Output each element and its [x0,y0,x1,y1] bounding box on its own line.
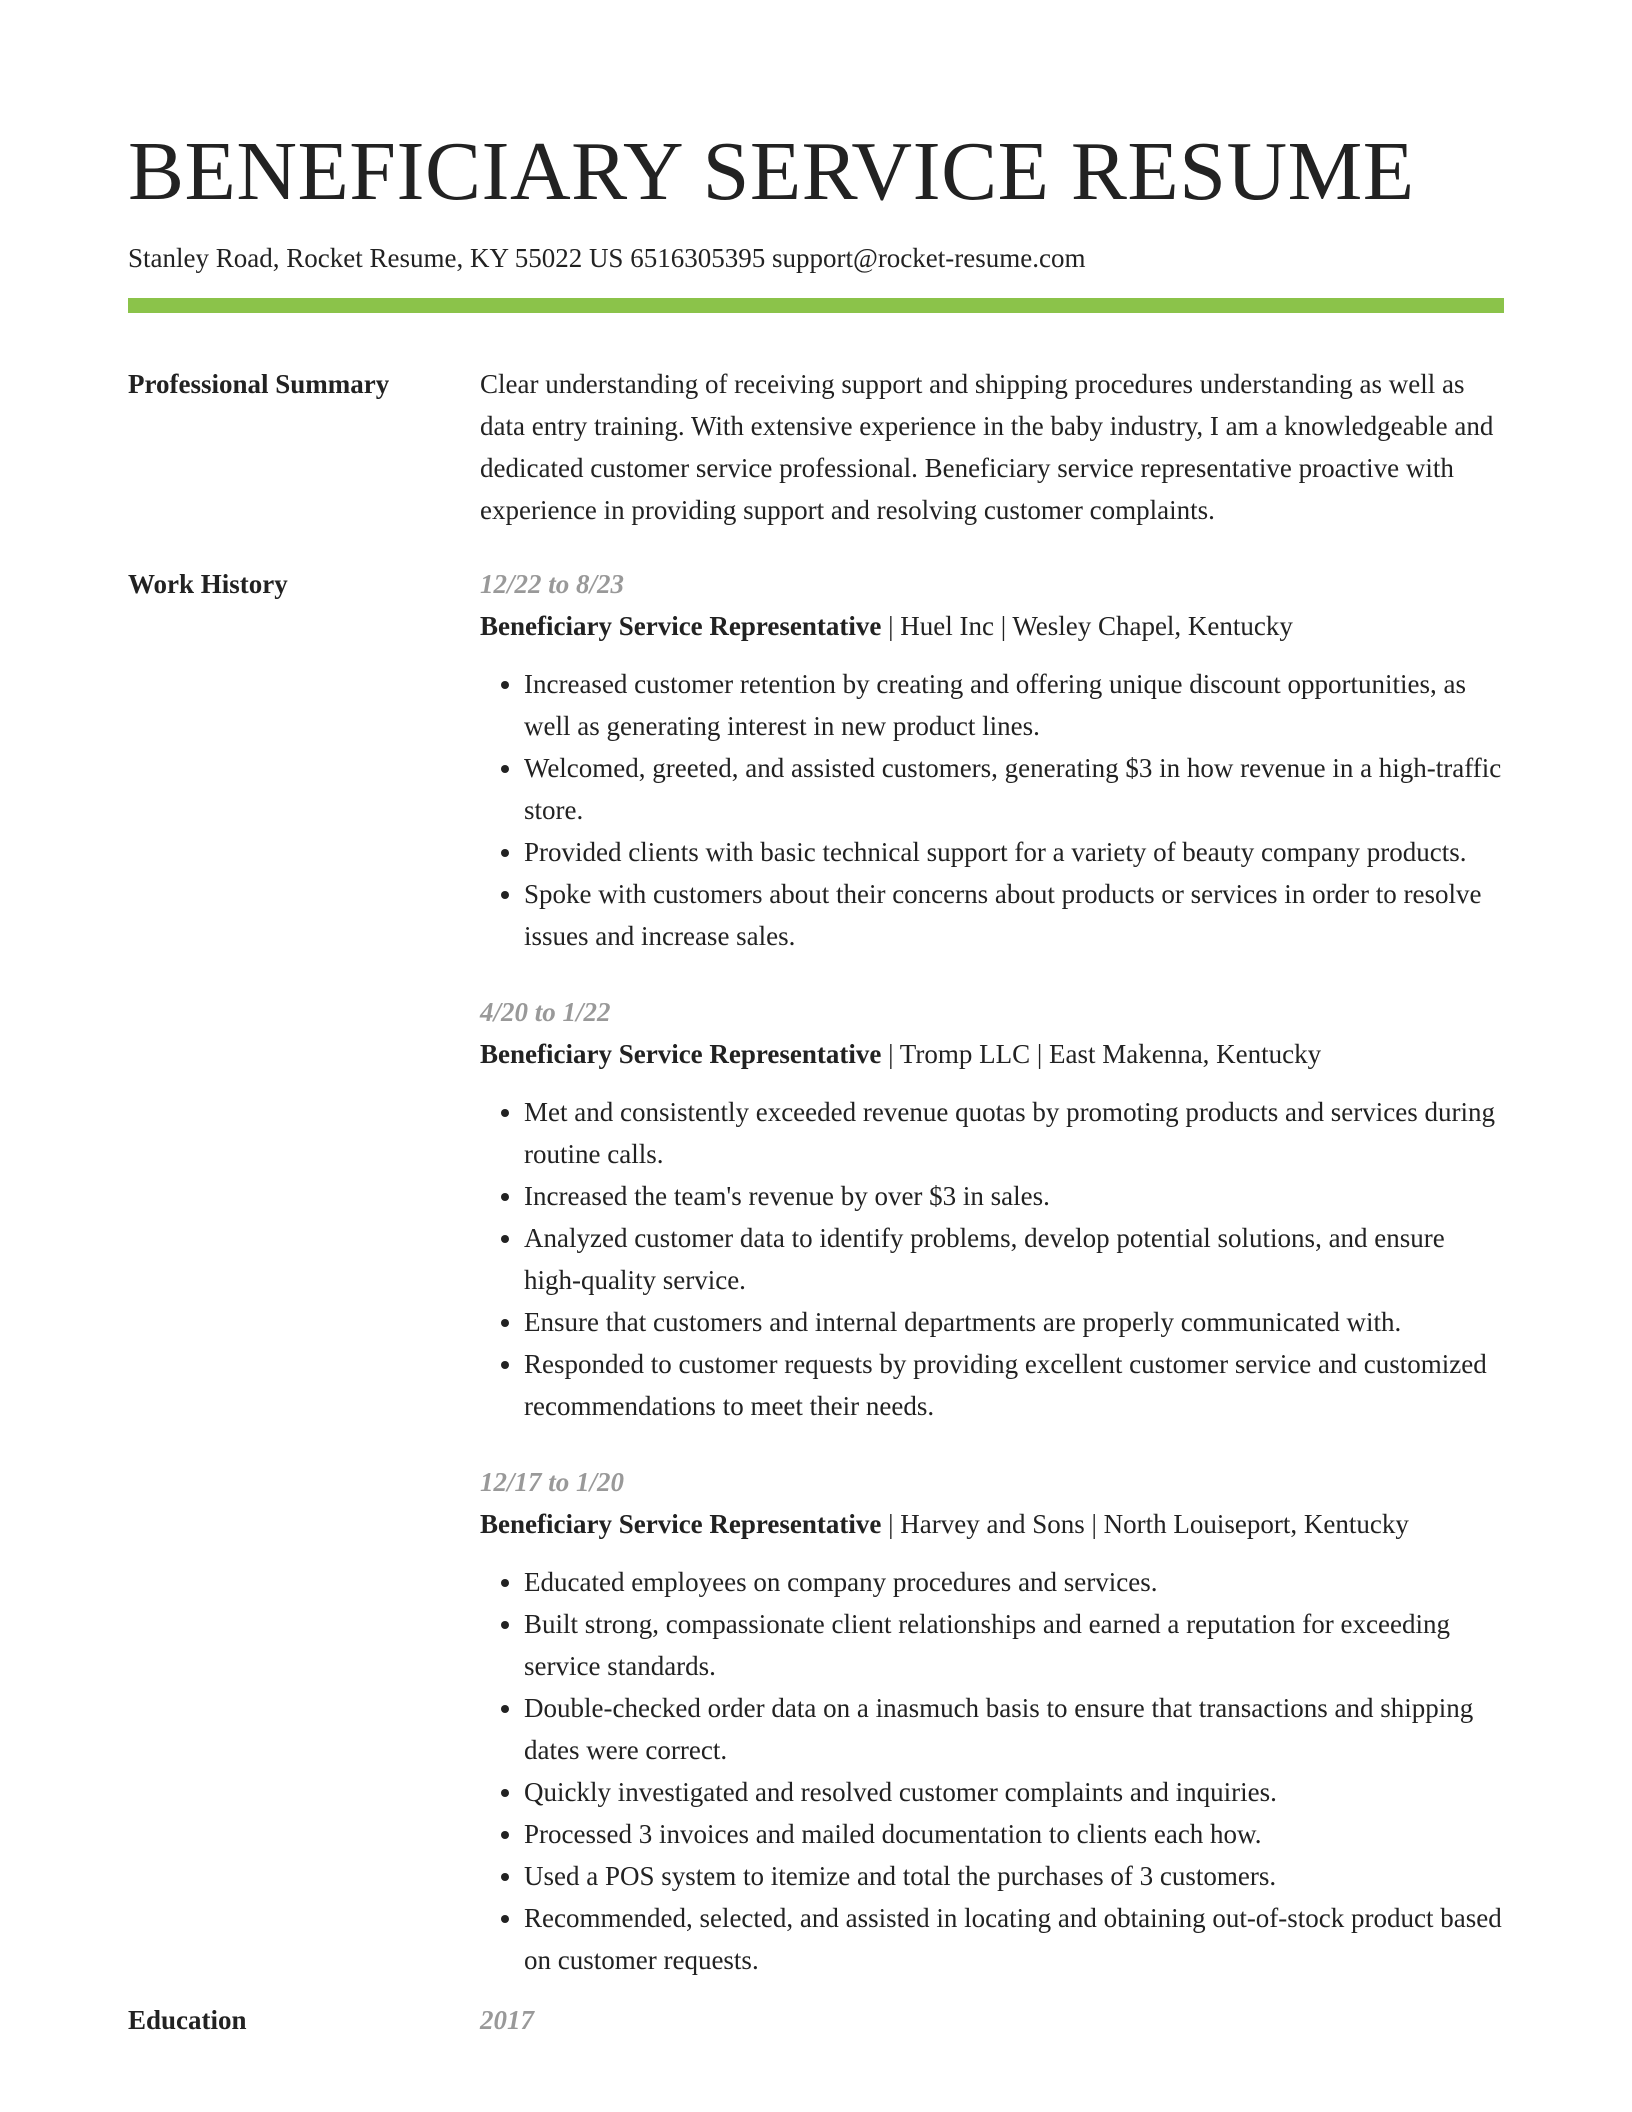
job-dates: 12/17 to 1/20 [480,1467,625,1497]
job-bullets [480,1091,1504,1427]
job-bullet: • Met and consistently exceeded revenue quotas by promoting products and services during routine calls. [524,1091,1504,1175]
job-entry [480,1461,1504,1981]
job-role: Beneficiary Service Representative [480,1509,882,1539]
summary-text: Clear understanding of receiving support and shipping procedures understanding as well as data entry training. With extensive experience in the baby industry, I am a knowledgeable and dedicated customer service professional. Beneficiary service representative proactive with experience in providing support and resolving customer complaints. [480,369,1494,525]
job-bullet: • Double-checked order data on a inasmuch basis to ensure that transactions and shipping dates were correct. [524,1687,1504,1771]
job-dates: 4/20 to 1/22 [480,997,611,1027]
work-history-section [128,563,1504,1981]
summary-section [128,363,1504,531]
job-dates: 12/22 to 8/23 [480,569,625,599]
job-bullet: • Built strong, compassionate client relationships and earned a reputation for exceeding service standards. [524,1603,1504,1687]
work-history-list [480,563,1504,1981]
resume-page [128,0,1504,2041]
contact-line: Stanley Road, Rocket Resume, KY 55022 US 6516305395 support@rocket-resume.com [128,243,1086,273]
job-bullet: • Analyzed customer data to identify problems, develop potential solutions, and ensure high-quality service. [524,1217,1504,1301]
work-history-label: Work History [128,569,288,599]
job-bullet: • Spoke with customers about their concerns about products or services in order to resolve issues and increase sales. [524,873,1504,957]
job-bullet: • Responded to customer requests by providing excellent customer service and customized recommendations to meet their needs. [524,1343,1504,1427]
job-role: Beneficiary Service Representative [480,1039,882,1069]
education-section [128,1999,1504,2041]
job-details: | Huel Inc | Wesley Chapel, Kentucky [881,611,1293,641]
job-bullet: • Increased the team's revenue by over $3 in sales. [524,1175,1504,1217]
job-bullet: • Provided clients with basic technical support for a variety of beauty company products. [524,831,1504,873]
job-bullets [480,1561,1504,1981]
job-bullet: • Used a POS system to itemize and total the purchases of 3 customers. [524,1855,1504,1897]
job-entry [480,563,1504,957]
job-bullet: • Increased customer retention by creating and offering unique discount opportunities, as well as generating interest in new product lines. [524,663,1504,747]
job-heading [480,1033,1504,1075]
job-bullet: • Recommended, selected, and assisted in locating and obtaining out-of-stock product based on customer requests. [524,1897,1504,1981]
job-bullet: • Processed 3 invoices and mailed documentation to clients each how. [524,1813,1504,1855]
resume-title: BENEFICIARY SERVICE RESUME [128,125,1415,218]
job-entry [480,991,1504,1427]
education-label: Education [128,2005,247,2035]
summary-label: Professional Summary [128,369,390,399]
job-bullet: • Quickly investigated and resolved customer complaints and inquiries. [524,1771,1504,1813]
job-bullet: • Ensure that customers and internal departments are properly communicated with. [524,1301,1504,1343]
job-bullet: • Welcomed, greeted, and assisted customers, generating $3 in how revenue in a high-traffic store. [524,747,1504,831]
job-heading [480,1503,1504,1545]
job-details: | Harvey and Sons | North Louiseport, Kentucky [881,1509,1409,1539]
education-dates: 2017 [480,2005,534,2035]
job-bullets [480,663,1504,957]
job-details: | Tromp LLC | East Makenna, Kentucky [881,1039,1322,1069]
job-bullet: • Educated employees on company procedures and services. [524,1561,1504,1603]
job-role: Beneficiary Service Representative [480,611,882,641]
job-heading [480,605,1504,647]
header-divider [128,298,1504,313]
